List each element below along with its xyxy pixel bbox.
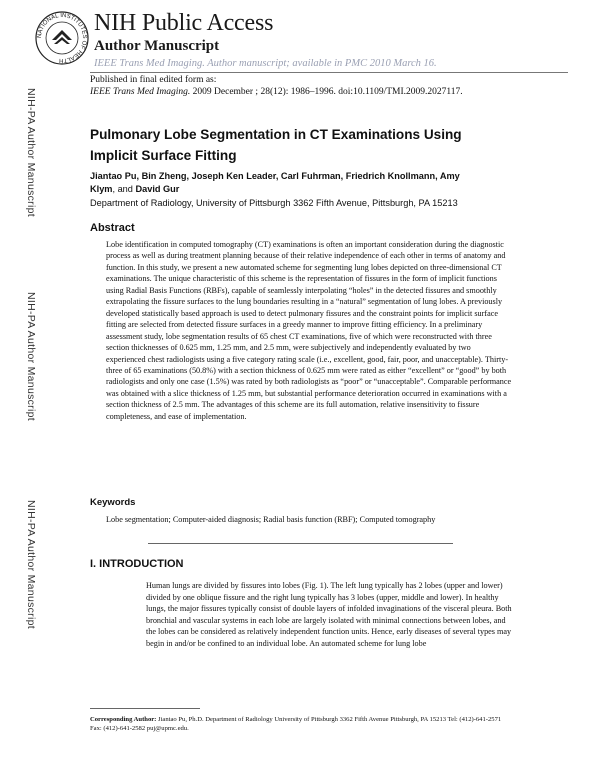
side-label-2: NIH-PA Author Manuscript: [25, 292, 37, 421]
authors-and: , and: [112, 184, 136, 194]
abstract-body: Lobe identification in computed tomography (CT) examinations is often an important consideration during the diagnostic process as well as during treatment planning because of their relative independence of each other in terms of anatomy and function. In this study, we present a new automated scheme for segmenting lung lobes depicted on three-dimensional CT examinations. The unique characteristic of this scheme is the representation of fissures in the form of implicit functions using Radial Basis Functions (RBFs), capable of seamlessly interpolating “holes” in the detected fissures and smoothly extrapolating the fissure surfaces to the lung boundaries resulting in a “natural” segmentation of lung lobes. A previously developed statistically based approach is used to detect pulmonary fissures and the constraint points for implicit surface fitting are selected from detected fissure surfaces in a greedy manner to improve fitting efficiency. In a preliminary assessment study, lobe segmentation results of 65 chest CT examinations, five of which were reconstructed with three section thicknesses of 0.625 mm, 1.25 mm, and 2.5 mm, were subjectively and independently evaluated by two experienced chest radiologists using a five category rating scale (i.e., excellent, good, fair, poor, and unacceptable). Thirty-three of 65 examinations (50.8%) with a section thickness of 0.625 mm were rated as either “excellent” or “good” by both radiologists and only one case (1.5%) was rated by both radiologists as “poor” or “unacceptable”. Comparable performance was obtained with a slice thickness of 1.25 mm, but substantial performance deterioration occurred in examinations with a section thickness of 2.5 mm. The advantages of this scheme are its full automation, relative insensitivity to fissure completeness, and ease of implementation.: [106, 240, 512, 421]
footnote-divider: [90, 708, 200, 709]
article-title: Pulmonary Lobe Segmentation in CT Examinations Using Implicit Surface Fitting: [90, 127, 462, 163]
footnote-text: Jiantao Pu, Ph.D. Department of Radiology University of Pittsburgh 3362 Fifth Avenue Pittsburgh, PA 15213 Tel: (412)-641-2571 Fax: (412)-641-2582 puj@upmc.edu.: [90, 716, 502, 732]
side-label-1: NIH-PA Author Manuscript: [25, 88, 37, 217]
introduction-heading: I. INTRODUCTION: [90, 558, 184, 570]
header-divider: [90, 72, 568, 73]
nih-logo: [34, 10, 90, 66]
introduction-body: Human lungs are divided by fissures into lobes (Fig. 1). The left lung typically has 2 lobes (upper and lower) divided by one oblique fissure and the right lung typically has 3 lobes (upper, middle and lower). In healthy lungs, the major fissures typically consist of double layers of infolded invaginations of the visceral pleura. Both bronchial and vascular systems in each lobe are largely isolated with minimal connections between lobes, and the lobes can be considered as relatively independent function units. Hence, early diseases of several types may begin in and/or be confined to an individual lobe. An automated scheme for lung lobe: [146, 581, 512, 648]
abstract-heading: Abstract: [90, 222, 135, 234]
author-gur: David Gur: [135, 184, 180, 194]
keywords-heading: Keywords: [90, 497, 136, 508]
author-klym: Klym: [90, 184, 113, 194]
published-label: Published in final edited form as:: [90, 75, 217, 85]
side-label-3: NIH-PA Author Manuscript: [25, 500, 37, 629]
authors-line-1: Jiantao Pu, Bin Zheng, Joseph Ken Leader, Carl Fuhrman, Friedrich Knollmann, Amy: [90, 171, 460, 181]
logo-ring-text: NATIONAL INSTITUTES OF HEALTH: [36, 12, 88, 64]
affiliation: Department of Radiology, University of Pittsburgh 3362 Fifth Avenue, Pittsburgh, PA 15213: [90, 198, 458, 208]
citation-line: [90, 88, 463, 98]
authors: [90, 170, 510, 196]
keywords-divider: [148, 543, 453, 544]
footnote-label: Corresponding Author:: [90, 716, 157, 723]
journal-name: IEEE Trans Med Imaging.: [90, 87, 191, 97]
keywords-list: Lobe segmentation; Computer-aided diagnosis; Radial basis function (RBF); Computed tomography: [106, 515, 436, 524]
corresponding-author-footnote: [90, 715, 510, 733]
source-line: IEEE Trans Med Imaging. Author manuscript; available in PMC 2010 March 16.: [94, 58, 437, 69]
author-manuscript-label: Author Manuscript: [94, 38, 220, 54]
citation-details: 2009 December ; 28(12): 1986–1996. doi:10.1109/TMI.2009.2027117.: [192, 87, 463, 97]
nih-public-access-title: NIH Public Access: [94, 10, 274, 36]
